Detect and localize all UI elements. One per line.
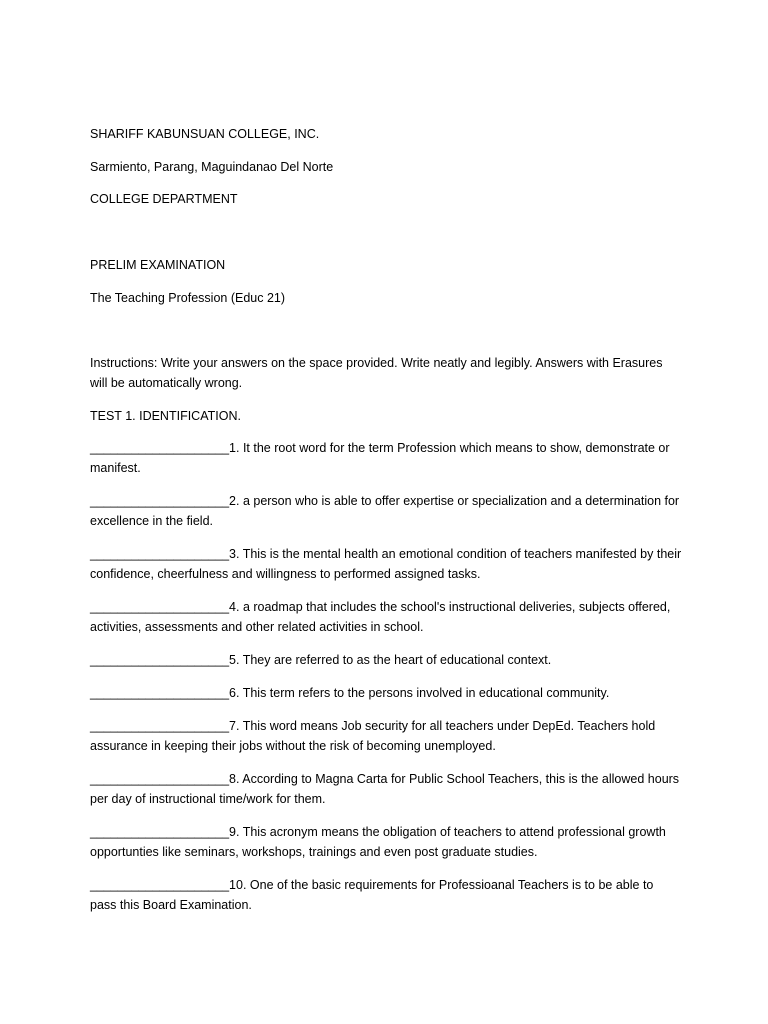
- question-item-3: [90, 544, 682, 584]
- answer-blank[interactable]: ____________________: [90, 653, 230, 667]
- institution-address: Sarmiento, Parang, Maguindanao Del Norte: [90, 160, 334, 174]
- department-name: COLLEGE DEPARTMENT: [90, 192, 238, 206]
- question-item-1: [90, 438, 682, 478]
- question-item-7: [90, 716, 682, 756]
- answer-blank[interactable]: ____________________: [90, 719, 230, 733]
- exam-title: PRELIM EXAMINATION: [90, 258, 226, 272]
- question-item-6: [90, 683, 682, 703]
- exam-subject: The Teaching Profession (Educ 21): [90, 291, 286, 305]
- question-text: 6. This term refers to the persons involved in educational community.: [229, 686, 610, 700]
- answer-blank[interactable]: ____________________: [90, 494, 230, 508]
- test-heading: TEST 1. IDENTIFICATION.: [90, 409, 241, 423]
- question-text: 4. a roadmap that includes the school's instructional deliveries, subjects offered, activities, assessments and other related activities in school.: [90, 600, 671, 634]
- institution-name: SHARIFF KABUNSUAN COLLEGE, INC.: [90, 127, 320, 141]
- question-item-5: [90, 650, 682, 670]
- question-text: 10. One of the basic requirements for Professioanal Teachers is to be able to pass this Board Examination.: [90, 878, 654, 912]
- question-item-9: [90, 822, 682, 862]
- question-text: 3. This is the mental health an emotional condition of teachers manifested by their confidence, cheerfulness and willingness to performed assigned tasks.: [90, 547, 682, 581]
- question-text: 8. According to Magna Carta for Public School Teachers, this is the allowed hours per day of instructional time/work for them.: [90, 772, 680, 806]
- answer-blank[interactable]: ____________________: [90, 772, 230, 786]
- question-text: 5. They are referred to as the heart of educational context.: [229, 653, 552, 667]
- question-text: 2. a person who is able to offer expertise or specialization and a determination for excellence in the field.: [90, 494, 680, 528]
- question-text: 1. It the root word for the term Profession which means to show, demonstrate or manifest.: [90, 441, 670, 475]
- answer-blank[interactable]: ____________________: [90, 878, 230, 892]
- answer-blank[interactable]: ____________________: [90, 686, 230, 700]
- document-content: [90, 124, 682, 928]
- instructions: Instructions: Write your answers on the space provided. Write neatly and legibly. Answers with Erasures will be automatically wrong.: [90, 356, 663, 390]
- answer-blank[interactable]: ____________________: [90, 825, 230, 839]
- question-text: 9. This acronym means the obligation of teachers to attend professional growth opportunties like seminars, workshops, trainings and even post graduate studies.: [90, 825, 666, 859]
- question-text: 7. This word means Job security for all teachers under DepEd. Teachers hold assurance in keeping their jobs without the risk of becoming unemployed.: [90, 719, 656, 753]
- question-item-2: [90, 491, 682, 531]
- answer-blank[interactable]: ____________________: [90, 547, 230, 561]
- question-item-8: [90, 769, 682, 809]
- answer-blank[interactable]: ____________________: [90, 441, 230, 455]
- answer-blank[interactable]: ____________________: [90, 600, 230, 614]
- question-item-10: [90, 875, 682, 915]
- question-item-4: [90, 597, 682, 637]
